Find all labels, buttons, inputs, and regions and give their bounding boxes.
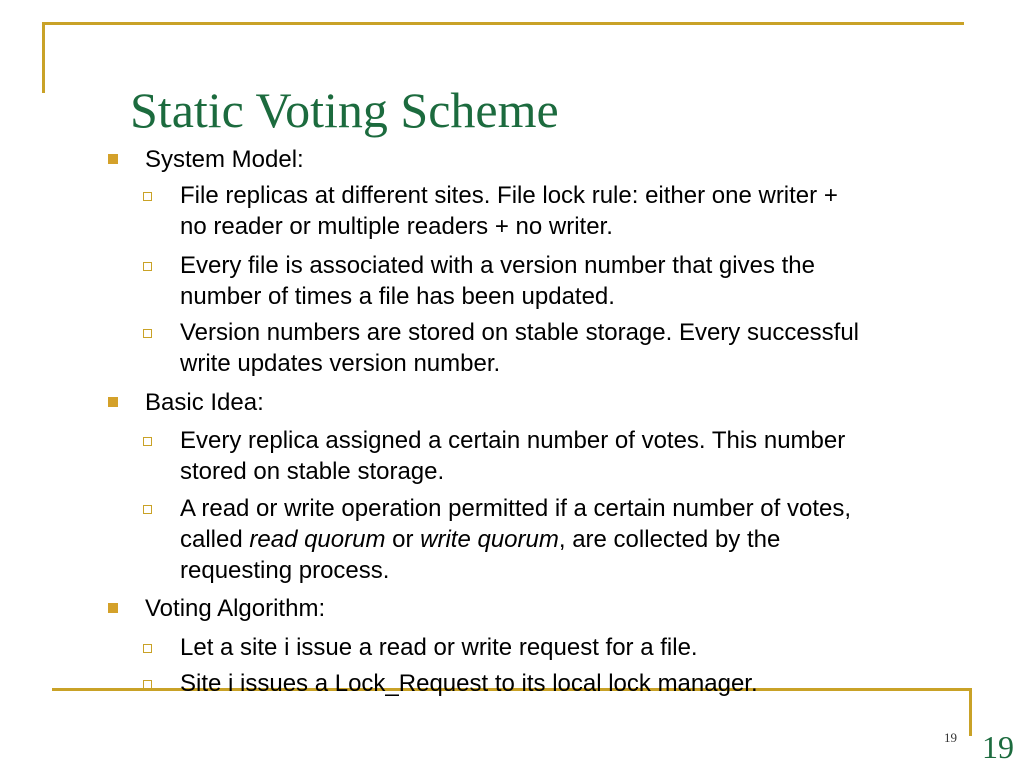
square-bullet-icon [108, 397, 118, 407]
section-label: Basic Idea: [145, 389, 264, 416]
hollow-square-bullet-icon [143, 192, 152, 201]
square-bullet-icon [108, 154, 118, 164]
item-line: write updates version number. [180, 350, 501, 377]
hollow-square-bullet-icon [143, 505, 152, 514]
item-line: Every replica assigned a certain number of votes. This number [180, 427, 846, 454]
hollow-square-bullet-icon [143, 262, 152, 271]
read-quorum-term: read quorum [249, 526, 386, 553]
item-text: called [180, 526, 250, 553]
item-line: number of times a file has been updated. [180, 283, 615, 310]
top-vertical-rule [42, 22, 45, 93]
hollow-square-bullet-icon [143, 329, 152, 338]
item-line: no reader or multiple readers + no writer. [180, 213, 613, 240]
section-label: System Model: [145, 146, 304, 173]
item-line: Every file is associated with a version number that gives the [180, 252, 815, 279]
top-horizontal-rule [42, 22, 964, 25]
slide-number-small: 19 [944, 730, 957, 745]
item-line [180, 526, 780, 553]
hollow-square-bullet-icon [143, 680, 152, 689]
item-text: , are collected by the [558, 526, 781, 553]
item-line: requesting process. [180, 557, 390, 584]
item-line: stored on stable storage. [180, 458, 445, 485]
bottom-vertical-rule [969, 688, 972, 736]
slide-title: Static Voting Scheme [130, 82, 559, 138]
item-line: Let a site i issue a read or write request for a file. [180, 634, 698, 661]
item-line: Site i issues a Lock_Request to its local lock manager. [180, 670, 758, 697]
slide-number-large: 19 [982, 729, 1014, 765]
item-text: or [385, 526, 421, 553]
write-quorum-term: write quorum [420, 526, 559, 553]
section-label: Voting Algorithm: [145, 595, 326, 622]
item-line: File replicas at different sites. File lock rule: either one writer + [180, 182, 838, 209]
square-bullet-icon [108, 603, 118, 613]
hollow-square-bullet-icon [143, 437, 152, 446]
hollow-square-bullet-icon [143, 644, 152, 653]
item-line: A read or write operation permitted if a certain number of votes, [180, 495, 852, 522]
item-line: Version numbers are stored on stable storage. Every successful [180, 319, 860, 346]
